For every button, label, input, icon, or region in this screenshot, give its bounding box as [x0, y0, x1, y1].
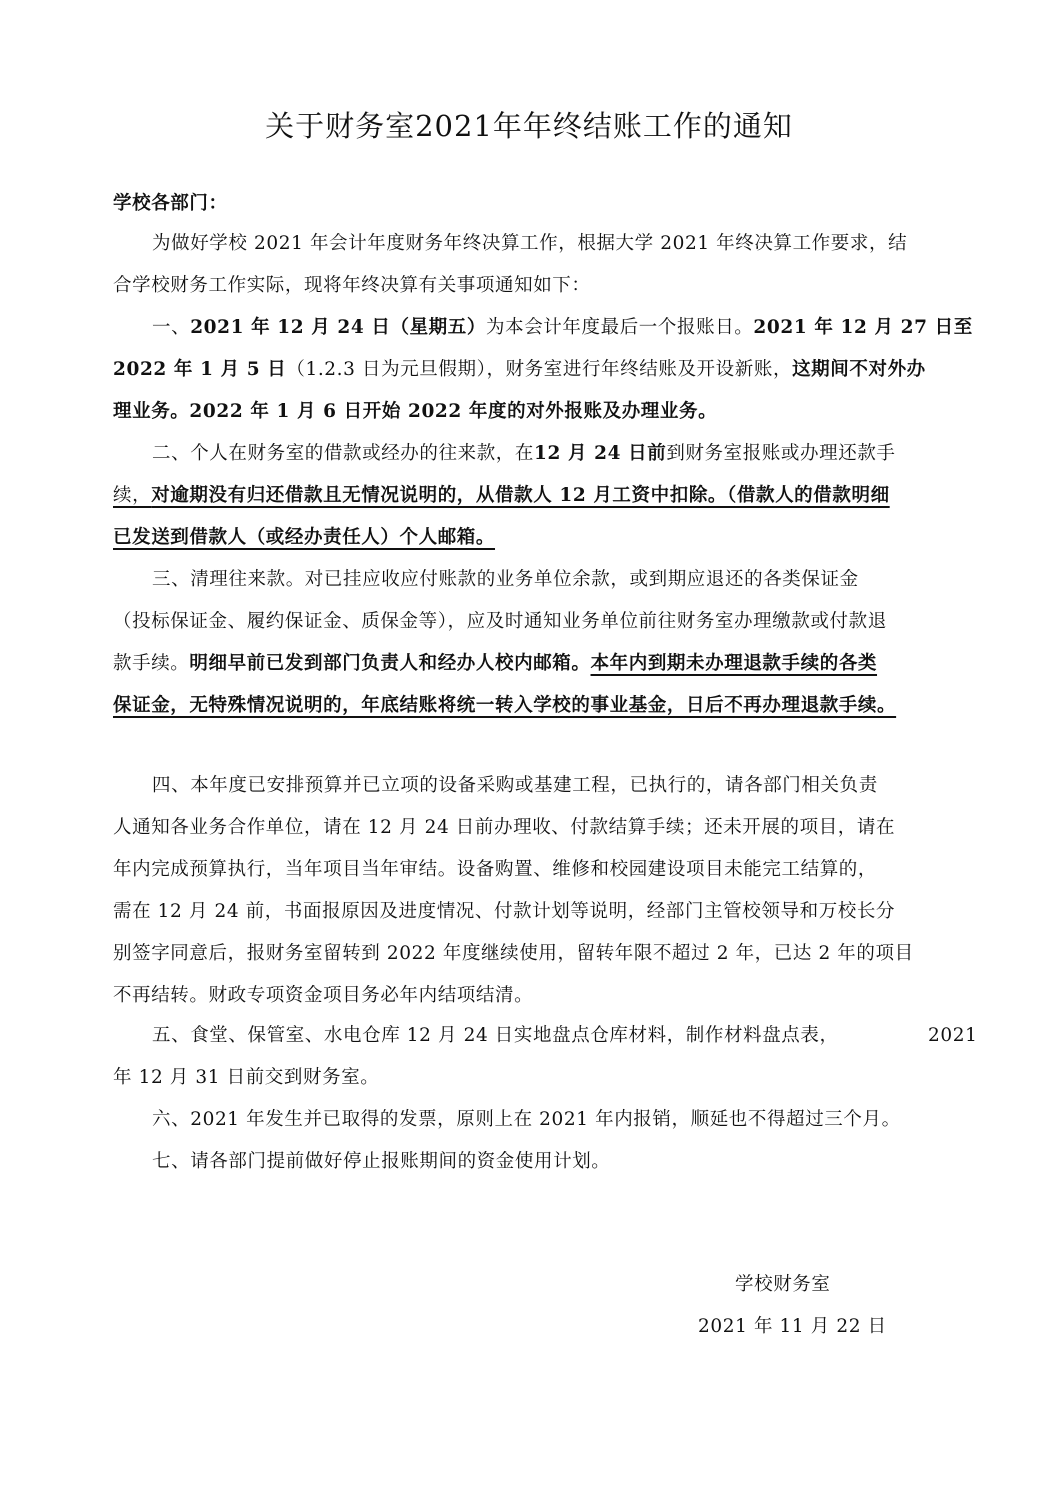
- intro-line-1: 为做好学校 2021 年会计年度财务年终决算工作，根据大学 2021 年终决算工作要求，结: [152, 233, 908, 254]
- item1-closing-end: 2022 年 1 月 5 日: [113, 359, 287, 380]
- item1-line-3: 理业务。2022 年 1 月 6 日开始 2022 年度的对外报账及办理业务。: [113, 401, 718, 422]
- item2-text-c: 续，: [113, 485, 152, 506]
- item1-no-business: 这期间不对外办: [792, 359, 926, 380]
- item1-text-b: （1.2.3 日为元旦假期），财务室进行年终结账及开设新账，: [286, 359, 793, 380]
- item2-line-1: [152, 439, 974, 469]
- item5-line-1: [152, 1021, 974, 1051]
- item2-email-note: 已发送到借款人（或经办责任人）个人邮箱。: [113, 527, 496, 548]
- item1-text-a: 为本会计年度最后一个报账日。: [486, 317, 754, 338]
- item3-line-3: [113, 649, 973, 679]
- item5-line-2: 年 12 月 31 日前交到财务室。: [113, 1067, 380, 1088]
- signature-date: 2021 年 11 月 22 日: [698, 1316, 887, 1337]
- item1-line-2: [113, 355, 973, 385]
- item2-deadline: 12 月 24 日前: [534, 443, 667, 464]
- item1-deadline: 2021 年 12 月 24 日（星期五）: [190, 317, 486, 338]
- item3-warning-b: 保证金，无特殊情况说明的，年底结账将统一转入学校的事业基金，日后不再办理退款手续。: [113, 695, 897, 716]
- intro-line-2: 合学校财务工作实际，现将年终决算有关事项通知如下：: [113, 275, 591, 296]
- item3-line-1: 三、清理往来款。对已挂应收应付账款的业务单位余款，或到期应退还的各类保证金: [152, 569, 859, 590]
- item1-prefix: 一、: [152, 317, 191, 338]
- item5-text-a: 五、食堂、保管室、水电仓库 12 月 24 日实地盘点仓库材料，制作材料盘点表，: [152, 1025, 839, 1046]
- item4-line-3: 年内完成预算执行，当年项目当年审结。设备购置、维修和校园建设项目未能完工结算的，: [113, 859, 878, 880]
- item3-warning-a: 本年内到期未办理退款手续的各类: [590, 653, 878, 674]
- item2-line-3: [113, 523, 973, 553]
- salutation: 学校各部门：: [113, 193, 228, 214]
- item1-line-1: [152, 313, 974, 343]
- item3-detail-note: 明细早前已发到部门负责人和经办人校内邮箱。: [189, 653, 591, 674]
- item4-line-6: 不再结转。财政专项资金项目务必年内结项结清。: [113, 985, 534, 1006]
- signature-org: 学校财务室: [735, 1274, 831, 1295]
- item3-line-4: [113, 691, 973, 721]
- item3-line-2: （投标保证金、履约保证金、质保金等），应及时通知业务单位前往财务室办理缴款或付款退: [113, 611, 887, 632]
- item2-text-b: 到财务室报账或办理还款手: [666, 443, 896, 464]
- item6-line: 六、2021 年发生并已取得的发票，原则上在 2021 年内报销，顺延也不得超过三个月。: [152, 1109, 901, 1130]
- item4-line-1: 四、本年度已安排预算并已立项的设备采购或基建工程，已执行的，请各部门相关负责: [152, 775, 878, 796]
- item3-text-a: 款手续。: [113, 653, 190, 674]
- item5-year: 2021: [928, 1025, 978, 1046]
- document-title: 关于财务室2021年年终结账工作的通知: [265, 109, 793, 143]
- item2-text-a: 二、个人在财务室的借款或经办的往来款，在: [152, 443, 535, 464]
- item4-line-2: 人通知各业务合作单位，请在 12 月 24 日前办理收、付款结算手续；还未开展的项目，请在: [113, 817, 896, 838]
- item4-line-4: 需在 12 月 24 前，书面报原因及进度情况、付款计划等说明，经部门主管校领导和万校长分: [113, 901, 896, 922]
- item1-closing-start: 2021 年 12 月 27 日至: [753, 317, 973, 338]
- item4-line-5: 别签字同意后，报财务室留转到 2022 年度继续使用，留转年限不超过 2 年，已达 2 年的项目: [113, 943, 914, 964]
- item2-line-2: [113, 481, 973, 511]
- item2-penalty: 对逾期没有归还借款且无情况说明的，从借款人 12 月工资中扣除。（借款人的借款明细: [151, 485, 890, 506]
- item7-line: 七、请各部门提前做好停止报账期间的资金使用计划。: [152, 1151, 611, 1172]
